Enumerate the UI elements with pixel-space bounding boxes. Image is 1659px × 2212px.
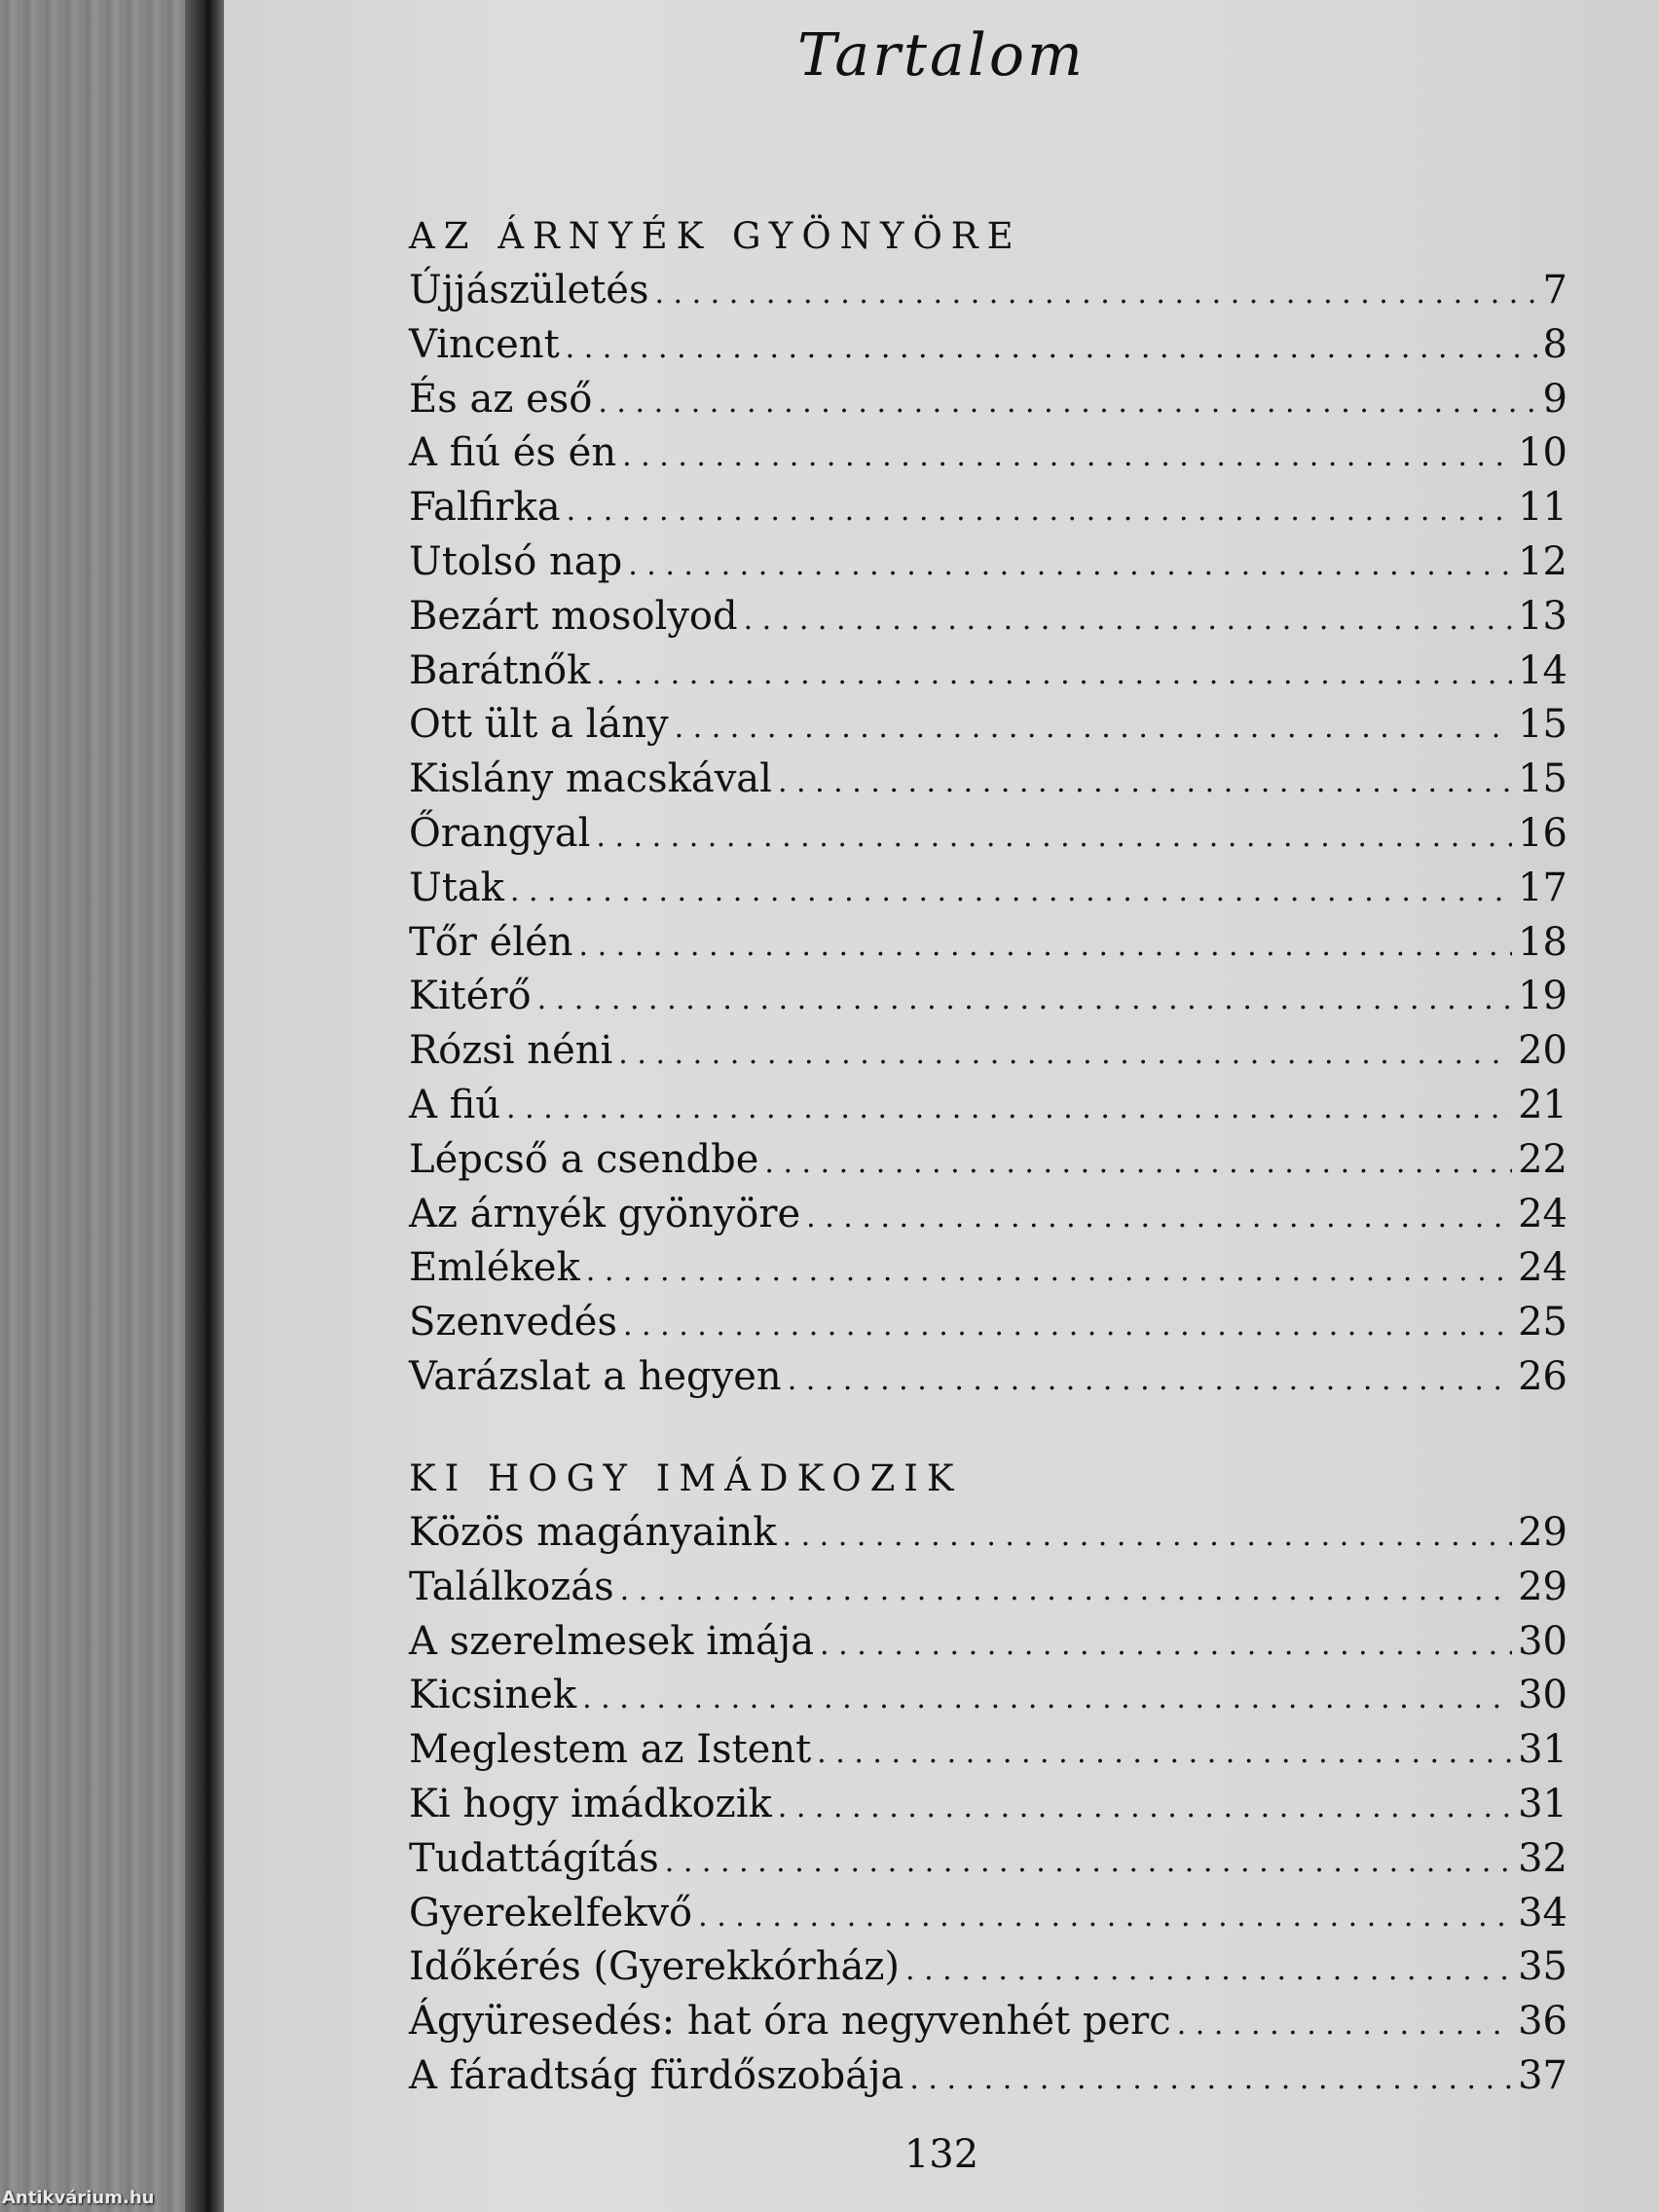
toc-section-2 [409,1452,1567,2104]
dot-leader [764,1136,1512,1191]
entry-title: Közös magányaink [409,1510,777,1555]
toc-entry [409,1296,1567,1350]
toc-entry [409,1615,1567,1670]
book-page [224,0,1659,2212]
entry-page: 29 [1518,1564,1567,1609]
entry-page: 9 [1542,376,1567,422]
entry-title: A fiú és én [409,430,617,476]
toc-entry [409,1669,1567,1723]
entry-title: Az árnyék gyönyöre [409,1191,801,1236]
toc-entry [409,916,1567,971]
dot-leader [820,1618,1512,1673]
entry-page: 30 [1518,1618,1567,1664]
toc-entry [409,753,1567,807]
entry-page: 22 [1518,1136,1567,1182]
dot-leader [596,810,1512,865]
entry-page: 15 [1518,756,1567,802]
entry-title: Ott ült a lány [409,702,669,748]
entry-page: 35 [1518,1944,1567,1990]
entry-page: 12 [1518,538,1567,584]
dot-leader [620,1564,1512,1618]
entry-title: Találkozás [409,1564,614,1609]
entry-title: Újjászületés [409,268,649,313]
entry-title: Barátnők [409,647,591,693]
entry-page: 24 [1518,1245,1567,1291]
entry-title: És az eső [409,376,593,422]
dot-leader [698,1890,1512,1944]
entry-page: 31 [1518,1781,1567,1826]
toc-entry [409,1723,1567,1778]
toc-entry [409,1778,1567,1832]
dot-leader [567,484,1513,538]
toc-entry [409,1940,1567,1995]
entry-title: A szerelmesek imája [409,1618,815,1664]
toc-entry [409,862,1567,916]
toc-entry [409,1887,1567,1941]
entry-page: 8 [1542,321,1567,367]
dot-leader [579,919,1513,974]
entry-title: Meglestem az Istent [409,1727,812,1773]
entry-title: Gyerekelfekvő [409,1890,693,1936]
toc-entry [409,535,1567,590]
entry-page: 32 [1518,1835,1567,1881]
dot-leader [778,756,1512,810]
entry-page: 14 [1518,647,1567,693]
entry-title: Emlékek [409,1245,580,1291]
entry-page: 36 [1518,1999,1567,2045]
entry-title: A fáradtság fürdőszobája [409,2052,904,2098]
page-title: Tartalom [797,21,1086,90]
toc-entry [409,807,1567,862]
dot-leader [628,538,1512,593]
toc-entry [409,373,1567,427]
entry-page: 16 [1518,810,1567,856]
dot-leader [582,1672,1512,1726]
entry-title: Ki hogy imádkozik [409,1781,772,1826]
dot-leader [586,1244,1512,1299]
toc-entry [409,1024,1567,1079]
dot-leader [905,1943,1512,1998]
toc-entry [409,698,1567,753]
dot-leader [806,1191,1512,1245]
entry-page: 13 [1518,593,1567,639]
toc-entry [409,318,1567,373]
entry-page: 26 [1518,1353,1567,1399]
entry-page: 37 [1518,2052,1567,2098]
toc-entry [409,645,1567,699]
entry-title: Falfirka [409,485,561,531]
toc-entry [409,590,1567,645]
toc-entry [409,1133,1567,1188]
dot-leader [817,1726,1512,1781]
entry-page: 30 [1518,1673,1567,1718]
entry-page: 31 [1518,1727,1567,1773]
entry-title: Tőr élén [409,919,573,965]
entry-title: Kitérő [409,974,532,1019]
dot-leader [566,321,1537,376]
entry-page: 25 [1518,1300,1567,1346]
toc-entry [409,481,1567,535]
entry-title: A fiú [409,1082,501,1127]
dot-leader [744,593,1512,647]
entry-page: 18 [1518,919,1567,965]
entry-page: 34 [1518,1890,1567,1936]
entry-title: Kicsinek [409,1673,577,1718]
entry-title: Utolsó nap [409,538,623,584]
entry-page: 17 [1518,865,1567,910]
section-heading: KI HOGY IMÁDKOZIK [409,1457,963,1499]
entry-page: 24 [1518,1191,1567,1236]
dot-leader [506,1082,1512,1136]
entry-page: 7 [1542,268,1567,313]
toc-entry [409,1241,1567,1296]
entry-title: Rózsi néni [409,1028,613,1074]
toc-entry [409,1832,1567,1887]
entry-title: Szenvedés [409,1300,617,1346]
entry-title: Lépcső a csendbe [409,1136,759,1182]
toc-entry [409,970,1567,1024]
entry-title: Kislány macskával [409,756,772,802]
dot-leader [537,973,1512,1027]
entry-page: 20 [1518,1028,1567,1074]
toc-entry [409,1506,1567,1561]
book-spine-background [0,0,185,2212]
page-gutter-shadow [185,0,224,2212]
entry-page: 11 [1518,485,1567,531]
entry-title: Utak [409,865,504,910]
dot-leader [665,1835,1512,1890]
entry-title: Varázslat a hegyen [409,1353,782,1399]
dot-leader [783,1509,1513,1564]
dot-leader [596,647,1512,702]
toc-entry [409,1350,1567,1405]
entry-title: Bezárt mosolyod [409,593,738,639]
watermark: Antikvárium.hu [2,2188,155,2208]
entry-page: 19 [1518,974,1567,1019]
toc-entry [409,1995,1567,2049]
dot-leader [654,267,1536,321]
toc-entry [409,426,1567,481]
entry-title: Ágyüresedés: hat óra negyvenhét perc [409,1999,1171,2045]
section-heading: AZ ÁRNYÉK GYÖNYÖRE [409,215,1022,257]
toc-entry [409,2049,1567,2104]
entry-page: 10 [1518,430,1567,476]
entry-title: Tudattágítás [409,1835,659,1881]
entry-title: Időkérés (Gyerekkórház) [409,1944,901,1990]
entry-page: 29 [1518,1510,1567,1555]
toc-entry [409,1079,1567,1133]
entry-page: 15 [1518,702,1567,748]
dot-leader [1177,1998,1512,2052]
toc-entry [409,1561,1567,1615]
entry-title: Vincent [409,321,560,367]
dot-leader [778,1781,1512,1835]
dot-leader [510,865,1512,919]
dot-leader [675,701,1513,756]
dot-leader [623,1299,1512,1353]
entry-page: 21 [1518,1082,1567,1127]
page-number: 132 [903,2132,979,2177]
dot-leader [598,376,1536,430]
dot-leader [622,429,1512,484]
entry-title: Őrangyal [409,810,591,856]
toc-section-1 [409,209,1567,1405]
toc-entry [409,264,1567,318]
dot-leader [788,1353,1512,1408]
dot-leader [909,2052,1512,2107]
dot-leader [618,1027,1512,1082]
toc-entry [409,1188,1567,1242]
